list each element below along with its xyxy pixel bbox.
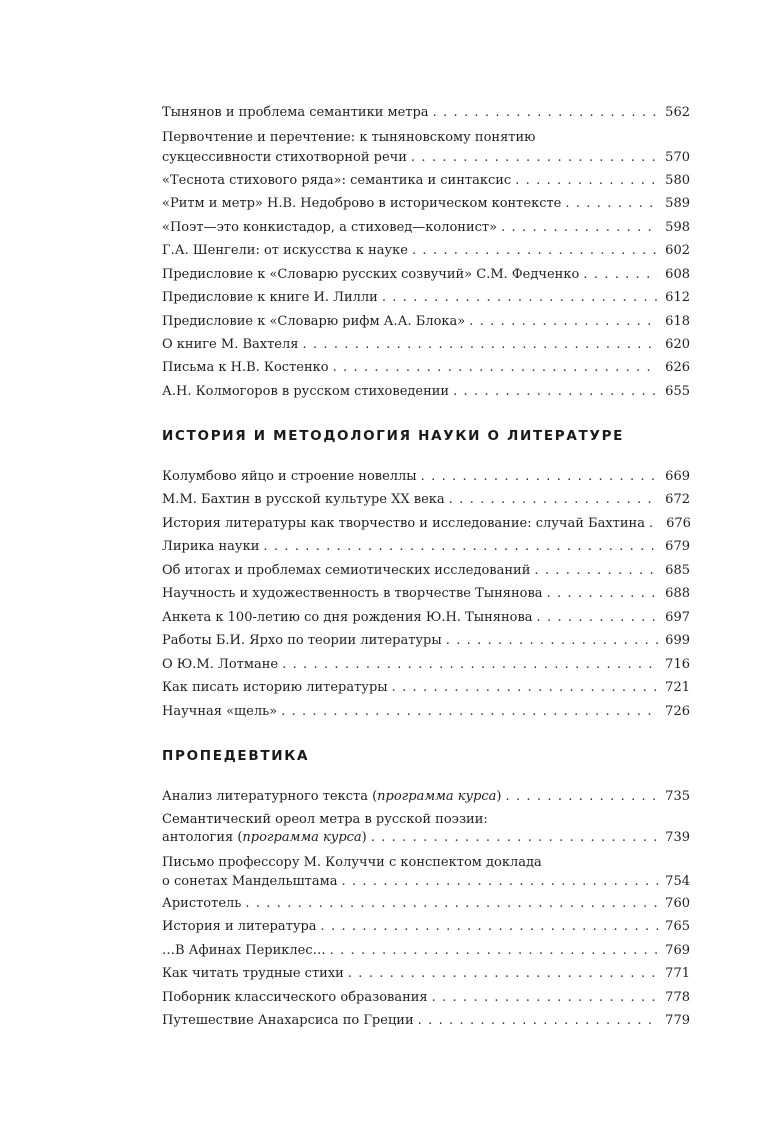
page-number: 699: [665, 633, 690, 648]
toc-entry-line: [162, 491, 690, 508]
section-heading: ИСТОРИЯ И МЕТОДОЛОГИЯ НАУКИ О ЛИТЕРАТУРЕ: [162, 428, 625, 444]
toc-entry-title-text: Тынянов и проблема семантики метра: [162, 105, 429, 120]
toc-entry-title: [162, 383, 449, 400]
toc-entry-title: [162, 313, 465, 330]
dot-leader: [412, 242, 658, 259]
toc-entry-title: [162, 965, 344, 982]
toc-entry-title-suffix: ): [361, 830, 367, 845]
toc-entry-title: [162, 538, 259, 555]
toc-entry-title-text: М.М. Бахтин в русской культуре XX века: [162, 492, 445, 507]
page-number: 760: [665, 896, 690, 911]
toc-entry[interactable]: [162, 656, 690, 673]
toc-entry-title: [162, 918, 317, 935]
dot-leader: [302, 336, 658, 353]
toc-entry-title-text: «Ритм и метр» Н.В. Недоброво в историческом контексте: [162, 196, 562, 211]
page-number: 697: [665, 610, 690, 625]
toc-entry[interactable]: [162, 788, 690, 805]
toc-entry-title-text: …В Афинах Периклес…: [162, 943, 326, 958]
toc-entry[interactable]: [162, 195, 690, 212]
page-number: 754: [665, 874, 690, 889]
toc-entry-line: [162, 918, 690, 935]
toc-entry-title: [162, 829, 367, 847]
toc-entry[interactable]: [162, 942, 690, 959]
toc-entry[interactable]: [162, 266, 690, 283]
toc-entry[interactable]: [162, 918, 690, 935]
dot-leader: [565, 195, 658, 212]
dot-leader: [649, 515, 659, 532]
toc-entry[interactable]: [162, 562, 690, 579]
toc-entry-title-text: сукцессивности стихотворной речи: [162, 150, 407, 165]
page-number: 726: [665, 704, 690, 719]
toc-entry-title-text: О Ю.М. Лотмане: [162, 657, 279, 672]
dot-leader: [382, 289, 658, 306]
toc-entry-line: [162, 195, 690, 212]
page-number: 679: [665, 539, 690, 554]
toc-entry-title: [162, 148, 407, 168]
dot-leader: [330, 942, 658, 959]
toc-entry-line: [162, 989, 690, 1006]
toc-entry-title: [162, 289, 378, 306]
page-number: 735: [665, 789, 690, 804]
toc-entry[interactable]: [162, 585, 690, 602]
toc-entry-title: [162, 942, 326, 959]
toc-entry-title-text: Предисловие к «Словарю рифм А.А. Блока»: [162, 314, 466, 329]
page-number: 669: [665, 469, 690, 484]
toc-entry[interactable]: [162, 289, 690, 306]
toc-entry-title-text: Об итогах и проблемах семиотических исследований: [162, 563, 531, 578]
toc-entry[interactable]: [162, 128, 690, 168]
dot-leader: [432, 989, 658, 1006]
toc-entry-title-text: Путешествие Анахарсиса по Греции: [162, 1013, 414, 1028]
toc-entry[interactable]: [162, 632, 690, 649]
dot-leader: [411, 148, 658, 168]
page-number: 602: [665, 243, 690, 258]
page-number: 598: [665, 220, 690, 235]
dot-leader: [281, 703, 658, 720]
toc-entry-line: [162, 703, 690, 720]
toc-entry-line: [162, 104, 690, 121]
toc-entry-title: [162, 788, 502, 805]
toc-entry-title-italic: программа курса: [377, 789, 497, 804]
toc-entry-line: [162, 679, 690, 696]
page-number: 620: [665, 337, 690, 352]
dot-leader: [449, 491, 658, 508]
toc-entry-line: [162, 468, 690, 485]
dot-leader: [453, 383, 658, 400]
page-number: 771: [665, 966, 690, 981]
toc-entry-line: [162, 148, 690, 168]
toc-entry-title-text: «Поэт—это конкистадор, а стиховед—колонист»: [162, 220, 498, 235]
toc-entry-line: [162, 266, 690, 283]
toc-entry[interactable]: [162, 172, 690, 189]
toc-entry-title-text: Анализ литературного текста (: [162, 789, 378, 804]
toc-entry-line: [162, 538, 690, 555]
toc-entry-title: [162, 679, 388, 696]
toc-entry-title: [162, 468, 417, 485]
toc-entry-title: [162, 632, 442, 649]
toc-entry-line: [162, 515, 690, 532]
toc-entry[interactable]: [162, 219, 690, 236]
toc-entry[interactable]: [162, 853, 690, 891]
dot-leader: [418, 1012, 658, 1029]
toc-entry-line: [162, 656, 690, 673]
toc-entry-title-text: Анкета к 100-летию со дня рождения Ю.Н. Тынянова: [162, 610, 533, 625]
toc-entry[interactable]: [162, 1012, 690, 1029]
toc-entry-line: [162, 829, 690, 847]
toc-entry-title-line1: Первочтение и перечтение: к тыняновскому понятию: [162, 130, 536, 145]
dot-leader: [515, 172, 658, 189]
toc-entry[interactable]: [162, 679, 690, 696]
page-number: 655: [665, 384, 690, 399]
toc-entry-line: [162, 383, 690, 400]
toc-entry-title-text: О книге М. Вахтеля: [162, 337, 299, 352]
toc-entry-line: [162, 632, 690, 649]
toc-entry-title-line1: Семантический ореол метра в русской поэзии:: [162, 812, 488, 827]
toc-entry-line: [162, 585, 690, 602]
toc-entry[interactable]: [162, 491, 690, 508]
page-number: 589: [665, 196, 690, 211]
dot-leader: [583, 266, 658, 283]
toc-entry-title: [162, 266, 579, 283]
toc-entry-line: [162, 219, 690, 236]
toc-entry-title-text: Г.А. Шенгели: от искусства к науке: [162, 243, 408, 258]
toc-entry[interactable]: [162, 383, 690, 400]
page-number: 562: [665, 105, 690, 120]
toc-entry[interactable]: [162, 895, 690, 912]
toc-entry-title: [162, 872, 337, 891]
page-number: 685: [665, 563, 690, 578]
toc-entry[interactable]: [162, 468, 690, 485]
toc-entry[interactable]: [162, 703, 690, 720]
toc-entry[interactable]: [162, 538, 690, 555]
toc-entry-title-text: антология (: [162, 830, 243, 845]
page-number: 612: [665, 290, 690, 305]
toc-entry-title: [162, 515, 645, 532]
toc-entry-title: [162, 1012, 414, 1029]
toc-entry-title-text: Как писать историю литературы: [162, 680, 388, 695]
toc-entry-title: [162, 359, 329, 376]
toc-entry-title-text: Письма к Н.В. Костенко: [162, 360, 329, 375]
toc-entry-title-text: Научность и художественность в творчестве Тынянова: [162, 586, 543, 601]
dot-leader: [537, 609, 658, 626]
dot-leader: [433, 104, 658, 121]
dot-leader: [333, 359, 658, 376]
toc-entry[interactable]: [162, 515, 690, 532]
page-number: 570: [665, 150, 690, 165]
toc-entry-line: [162, 942, 690, 959]
toc-entry-title-text: Предисловие к книге И. Лилли: [162, 290, 378, 305]
section-heading: ПРОПЕДЕВТИКА: [162, 748, 310, 764]
page-number: 778: [665, 990, 690, 1005]
toc-entry[interactable]: [162, 359, 690, 376]
toc-entry-title-text: Научная «щель»: [162, 704, 278, 719]
toc-entry-line: [162, 336, 690, 353]
toc-entry-title-text: История и литература: [162, 919, 317, 934]
toc-entry-line: [162, 609, 690, 626]
dot-leader: [392, 679, 658, 696]
dot-leader: [263, 538, 658, 555]
dot-leader: [501, 219, 658, 236]
toc-entry[interactable]: [162, 989, 690, 1006]
toc-entry-line: [162, 313, 690, 330]
toc-entry-title: [162, 219, 497, 236]
dot-leader: [321, 918, 658, 935]
page-number: 765: [665, 919, 690, 934]
page-number: 580: [665, 173, 690, 188]
dot-leader: [446, 632, 658, 649]
toc-entry-title: [162, 585, 543, 602]
toc-entry-line: [162, 965, 690, 982]
dot-leader: [245, 895, 658, 912]
page-number: 779: [665, 1013, 690, 1028]
toc-entry-title: [162, 195, 561, 212]
page-number: 672: [665, 492, 690, 507]
dot-leader: [348, 965, 658, 982]
toc-entry-title: [162, 242, 408, 259]
toc-entry-title-text: Лирика науки: [162, 539, 260, 554]
page-number: 676: [666, 516, 691, 531]
toc-entry[interactable]: [162, 313, 690, 330]
toc-entry-title: [162, 656, 278, 673]
toc-entry-title: [162, 609, 533, 626]
toc-entry-line: [162, 895, 690, 912]
dot-leader: [421, 468, 658, 485]
toc-entry-title-text: Предисловие к «Словарю русских созвучий» С.М. Федченко: [162, 267, 580, 282]
dot-leader: [534, 562, 658, 579]
toc-entry-title-text: о сонетах Мандельштама: [162, 874, 338, 889]
dot-leader: [282, 656, 658, 673]
page-number: 769: [665, 943, 690, 958]
page-number: 716: [665, 657, 690, 672]
toc-entry-line: [162, 289, 690, 306]
toc-entry-title: [162, 989, 428, 1006]
toc-entry-title-text: Как читать трудные стихи: [162, 966, 344, 981]
toc-entry-line: [162, 359, 690, 376]
page-number: 739: [665, 830, 690, 845]
toc-entry[interactable]: [162, 609, 690, 626]
toc-entry-title: [162, 562, 530, 579]
toc-entry[interactable]: [162, 965, 690, 982]
toc-entry-title: [162, 895, 241, 912]
page-number: 608: [665, 267, 690, 282]
toc-entry[interactable]: [162, 336, 690, 353]
dot-leader: [469, 313, 658, 330]
toc-entry-title: [162, 703, 277, 720]
toc-entry-title-line1: Письмо профессору М. Колуччи с конспектом доклада: [162, 855, 542, 870]
toc-entry[interactable]: [162, 811, 690, 847]
toc-entry-title-text: Аристотель: [162, 896, 242, 911]
toc-entry-line: [162, 562, 690, 579]
toc-entry-line: [162, 872, 690, 891]
toc-entry-title: [162, 172, 511, 189]
page-number: 688: [665, 586, 690, 601]
toc-entry-line: [162, 172, 690, 189]
toc-entry-title: [162, 336, 298, 353]
page-number: 618: [665, 314, 690, 329]
toc-entry-title-text: Работы Б.И. Ярхо по теории литературы: [162, 633, 442, 648]
toc-entry-line: [162, 242, 690, 259]
toc-entry-title: [162, 104, 429, 121]
toc-entry[interactable]: [162, 242, 690, 259]
toc-entry[interactable]: [162, 104, 690, 121]
toc-entry-title-text: Колумбово яйцо и строение новеллы: [162, 469, 417, 484]
toc-entry-title-italic: программа курса: [242, 830, 362, 845]
dot-leader: [371, 829, 658, 847]
toc-entry-title-text: А.Н. Колмогоров в русском стиховедении: [162, 384, 450, 399]
toc-entry-title-text: История литературы как творчество и исследование: случай Бахтина: [162, 516, 645, 531]
toc-entry-title-text: «Теснота стихового ряда»: семантика и синтаксис: [162, 173, 512, 188]
toc-entry-title: [162, 491, 445, 508]
dot-leader: [341, 872, 658, 891]
toc-entry-line: [162, 788, 690, 805]
page-number: 626: [665, 360, 690, 375]
dot-leader: [547, 585, 658, 602]
dot-leader: [506, 788, 659, 805]
page-number: 721: [665, 680, 690, 695]
toc-entry-title-suffix: ): [496, 789, 502, 804]
toc-entry-title-text: Поборник классического образования: [162, 990, 428, 1005]
toc-entry-line: [162, 1012, 690, 1029]
